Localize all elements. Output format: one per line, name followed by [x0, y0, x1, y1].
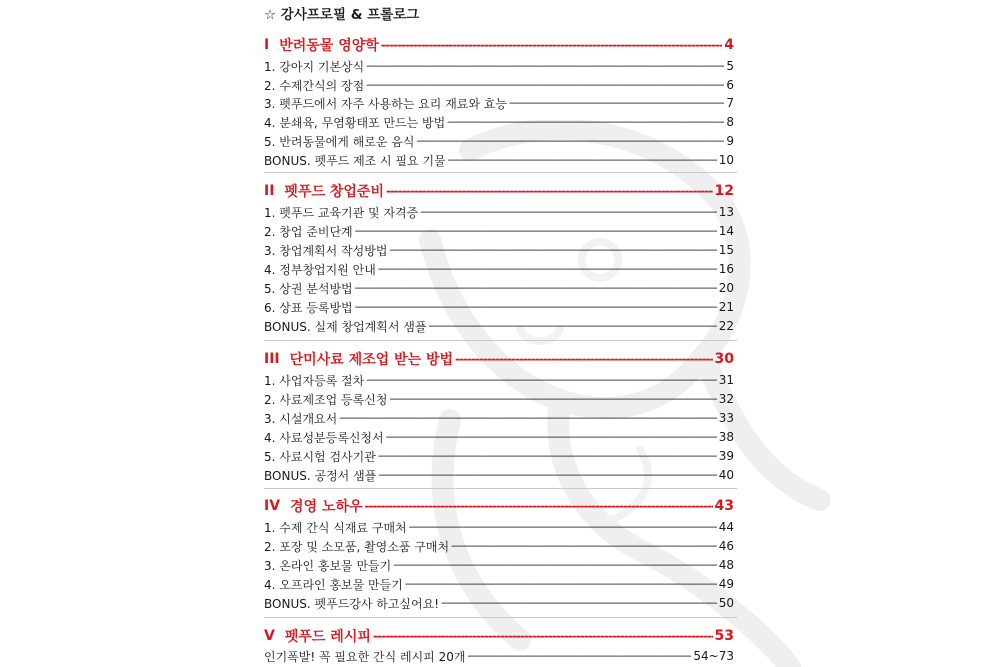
section-heading-2[interactable] — [264, 180, 734, 202]
toc-item-page: 48 — [718, 558, 734, 572]
toc-item[interactable] — [264, 446, 734, 466]
toc-item-page: 46 — [718, 539, 734, 553]
toc-item[interactable] — [264, 93, 734, 113]
toc-item[interactable] — [264, 297, 734, 317]
section-numeral: III — [264, 351, 280, 367]
toc-item-page: 6 — [726, 78, 734, 92]
section-heading-1[interactable] — [264, 34, 734, 56]
leader-dots — [509, 94, 724, 114]
section-page: 43 — [714, 498, 734, 514]
leader-dots — [366, 371, 716, 391]
toc-item-page: 13 — [718, 205, 734, 219]
toc-item[interactable] — [264, 646, 734, 666]
section-divider — [264, 617, 737, 618]
leader-dots — [448, 151, 717, 171]
leader-dots — [373, 626, 713, 646]
toc-item[interactable] — [264, 574, 734, 594]
leader-dots — [381, 35, 722, 55]
section-title: 반려동물 영양학 — [279, 38, 379, 54]
leader-dots — [467, 647, 691, 667]
section-page: 53 — [714, 628, 734, 644]
toc-item[interactable] — [264, 555, 734, 575]
leader-dots — [378, 466, 716, 486]
toc-item[interactable] — [264, 465, 734, 485]
toc-item-label: 3. 창업계획서 작성방법 — [264, 243, 388, 258]
toc-item-page: 33 — [718, 411, 734, 425]
toc-item-page: 14 — [718, 224, 734, 238]
toc-item[interactable] — [264, 389, 734, 409]
toc-item-page: 21 — [718, 300, 734, 314]
toc-item-label: 4. 정부창업지원 안내 — [264, 262, 376, 277]
toc-item[interactable] — [264, 112, 734, 132]
section-heading-5[interactable] — [264, 625, 734, 647]
leader-dots — [447, 113, 724, 133]
leader-dots — [386, 428, 717, 448]
leader-dots — [393, 556, 716, 576]
section-divider — [264, 172, 737, 173]
leader-dots — [378, 447, 717, 467]
section-heading-4[interactable] — [264, 495, 734, 517]
section-divider — [264, 340, 737, 341]
section-numeral: IV — [264, 498, 281, 514]
toc-item-page: 54~73 — [693, 649, 734, 663]
leader-dots — [365, 496, 713, 516]
leader-dots — [389, 241, 716, 261]
toc-item-page: 15 — [718, 243, 734, 257]
toc-item[interactable] — [264, 75, 734, 95]
toc-item-label: 1. 펫푸드 교육기관 및 자격증 — [264, 205, 419, 220]
toc-item-page: 22 — [718, 319, 734, 333]
toc-item-label: 6. 상표 등록방법 — [264, 300, 353, 315]
leader-dots — [355, 279, 717, 299]
leader-dots — [455, 349, 712, 369]
toc-item[interactable] — [264, 278, 734, 298]
section-divider — [264, 488, 737, 489]
toc-item-page: 9 — [726, 134, 734, 148]
toc-item[interactable] — [264, 536, 734, 556]
leader-dots — [405, 575, 717, 595]
section-heading-3[interactable] — [264, 348, 734, 370]
toc-item-page: 16 — [718, 262, 734, 276]
section-title: 펫푸드 레시피 — [284, 629, 371, 645]
leader-dots — [428, 317, 716, 337]
toc-title: ☆ 강사프로필 & 프롤로그 — [264, 7, 420, 23]
toc-item-page: 31 — [718, 373, 734, 387]
section-numeral: I — [264, 37, 270, 53]
leader-dots — [420, 203, 716, 223]
toc-item-page: 5 — [726, 59, 734, 73]
leader-dots — [386, 181, 713, 201]
toc-item-label: 4. 오프라인 홍보물 만들기 — [264, 577, 403, 592]
toc-item-label: 1. 강아지 기본상식 — [264, 59, 365, 74]
toc-item-page: 38 — [718, 430, 734, 444]
toc-item-label: 인기폭발! 꼭 필요한 간식 레시피 20개 — [264, 649, 466, 664]
toc-item[interactable] — [264, 408, 734, 428]
toc-item-label: 1. 수제 간식 식재료 구매처 — [264, 520, 407, 535]
leader-dots — [451, 537, 717, 557]
leader-dots — [355, 298, 717, 318]
toc-item-label: 3. 펫푸드에서 자주 사용하는 요리 재료와 효능 — [264, 96, 507, 111]
toc-item[interactable] — [264, 370, 734, 390]
toc-item[interactable] — [264, 427, 734, 447]
toc-item[interactable] — [264, 316, 734, 336]
toc-item-page: 8 — [726, 115, 734, 129]
toc-item-label: 3. 시설개요서 — [264, 411, 338, 426]
toc-item-page: 7 — [726, 96, 734, 110]
toc-item-page: 20 — [718, 281, 734, 295]
toc-item-page: 40 — [718, 468, 734, 482]
toc-item-label: 4. 분쇄육, 무염황태포 만드는 방법 — [264, 115, 446, 130]
toc-item-page: 39 — [718, 449, 734, 463]
toc-item-page: 50 — [718, 596, 734, 610]
leader-dots — [366, 57, 724, 77]
toc-item-label: 5. 상권 분석방법 — [264, 281, 353, 296]
toc-item[interactable] — [264, 240, 734, 260]
toc-item-label: 4. 사료성분등록신청서 — [264, 430, 384, 445]
toc-item-label: BONUS. 공정서 샘플 — [264, 468, 377, 483]
toc-item-page: 32 — [718, 392, 734, 406]
toc-item-label: 5. 반려동물에게 해로운 음식 — [264, 134, 415, 149]
toc-item-label: 2. 수제간식의 장점 — [264, 78, 365, 93]
toc-item[interactable] — [264, 150, 734, 170]
leader-dots — [389, 390, 716, 410]
toc-item[interactable] — [264, 593, 734, 613]
toc-item[interactable] — [264, 202, 734, 222]
toc-item-label: 2. 사료제조업 등록신청 — [264, 392, 388, 407]
toc-item-label: BONUS. 펫푸드강사 하고싶어요! — [264, 596, 440, 611]
section-numeral: II — [264, 183, 275, 199]
toc-item-page: 44 — [718, 520, 734, 534]
toc-item[interactable] — [264, 259, 734, 279]
toc-item-label: 5. 사료시험 검사기관 — [264, 449, 376, 464]
toc-item-page: 10 — [718, 153, 734, 167]
section-title: 경영 노하우 — [290, 499, 363, 515]
toc-item[interactable] — [264, 56, 734, 76]
section-page: 12 — [714, 183, 734, 199]
toc-item[interactable] — [264, 131, 734, 151]
toc-item[interactable] — [264, 517, 734, 537]
toc-item-label: 3. 온라인 홍보물 만들기 — [264, 558, 392, 573]
leader-dots — [409, 518, 717, 538]
section-title: 단미사료 제조업 받는 방법 — [289, 352, 454, 368]
toc-item-label: BONUS. 실제 창업계획서 샘플 — [264, 319, 427, 334]
leader-dots — [339, 409, 716, 429]
section-page: 4 — [724, 37, 734, 53]
leader-dots — [441, 594, 717, 614]
leader-dots — [355, 222, 717, 242]
toc-item-label: 1. 사업자등록 절차 — [264, 373, 365, 388]
toc-item-page: 49 — [718, 577, 734, 591]
section-title: 펫푸드 창업준비 — [284, 184, 384, 200]
toc-item-label: 2. 포장 및 소모품, 촬영소품 구매처 — [264, 539, 450, 554]
toc-item-label: 2. 창업 준비단계 — [264, 224, 353, 239]
section-page: 30 — [714, 351, 734, 367]
leader-dots — [378, 260, 717, 280]
toc-item[interactable] — [264, 221, 734, 241]
section-numeral: V — [264, 628, 275, 644]
toc-item-label: BONUS. 펫푸드 제조 시 필요 기물 — [264, 153, 446, 168]
leader-dots — [416, 132, 724, 152]
